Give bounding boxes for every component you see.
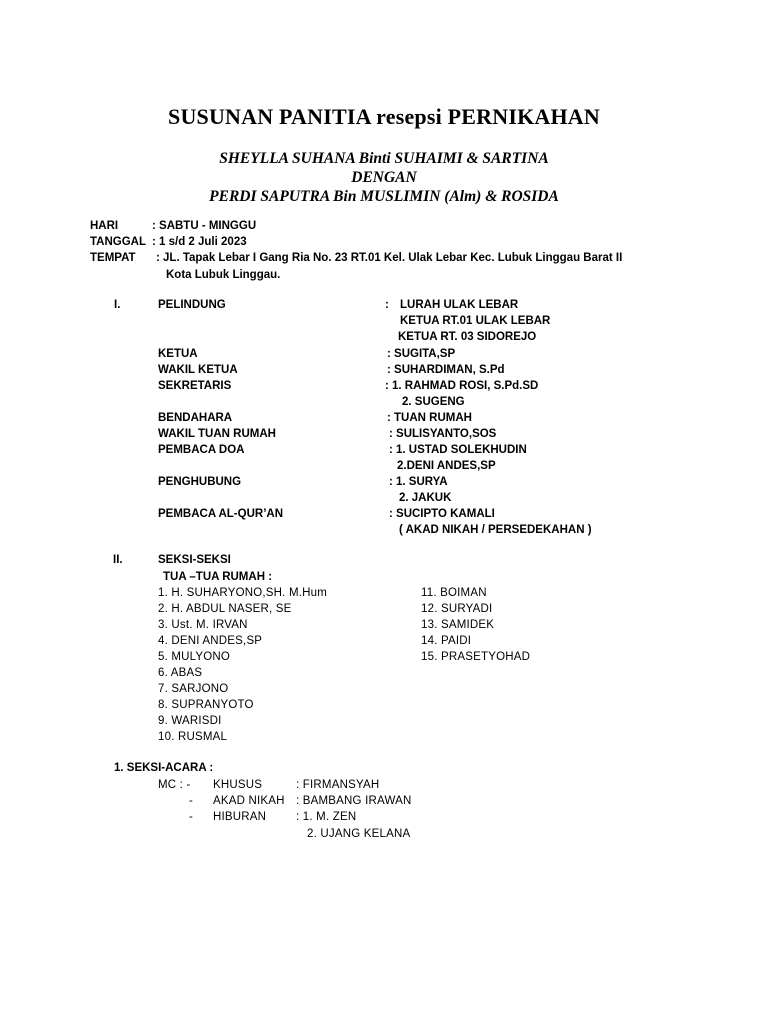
date-value: : 1 s/d 2 Juli 2023 (152, 236, 247, 248)
day-label: HARI (90, 220, 119, 232)
hiburan-dash: - (189, 811, 194, 823)
place-value-2: Kota Lubuk Linggau. (166, 269, 281, 281)
hiburan-value-1: : 1. M. ZEN (296, 811, 357, 823)
ketua-value: : SUGITA,SP (387, 348, 456, 360)
pembaca-quran-label: PEMBACA AL-QUR’AN (158, 508, 284, 520)
list-item: 7. SARJONO (158, 683, 229, 695)
penghubung-value-2: 2. JAKUK (399, 492, 452, 504)
akad-value: : BAMBANG IRAWAN (296, 795, 412, 807)
bendahara-value: : TUAN RUMAH (387, 412, 472, 424)
mc-prefix: MC : - (158, 779, 191, 791)
hiburan-value-2: 2. UJANG KELANA (307, 828, 411, 840)
list-item: 9. WARISDI (158, 715, 222, 727)
akad-dash: - (189, 795, 194, 807)
section-1-numeral: I. (114, 299, 121, 311)
section-2-heading: SEKSI-SEKSI (158, 554, 231, 566)
place-label: TEMPAT (90, 252, 136, 264)
wakil-tuan-rumah-value: : SULISYANTO,SOS (389, 428, 497, 440)
list-item: 15. PRASETYOHAD (421, 651, 531, 663)
pembaca-doa-value-2: 2.DENI ANDES,SP (397, 460, 496, 472)
pembaca-quran-value-1: : SUCIPTO KAMALI (389, 508, 495, 520)
pelindung-2: KETUA RT.01 ULAK LEBAR (400, 315, 551, 327)
list-item: 2. H. ABDUL NASER, SE (158, 603, 292, 615)
dengan-line: DENGAN (351, 169, 417, 186)
section-2-numeral: II. (113, 554, 123, 566)
pelindung-label: PELINDUNG (158, 299, 226, 311)
pembaca-doa-value-1: : 1. USTAD SOLEKHUDIN (389, 444, 527, 456)
ketua-label: KETUA (158, 348, 198, 360)
pembaca-quran-value-2: ( AKAD NIKAH / PERSEDEKAHAN ) (399, 524, 592, 536)
list-item: 5. MULYONO (158, 651, 231, 663)
list-item: 3. Ust. M. IRVAN (158, 619, 248, 631)
bendahara-label: BENDAHARA (158, 412, 233, 424)
khusus-value: : FIRMANSYAH (296, 779, 380, 791)
section-2-subheading: TUA –TUA RUMAH : (163, 571, 273, 583)
pelindung-colon: : (385, 299, 389, 311)
hiburan-label: HIBURAN (213, 811, 267, 823)
pelindung-1: LURAH ULAK LEBAR (400, 299, 519, 311)
list-item: 12. SURYADI (421, 603, 493, 615)
sekretaris-label: SEKRETARIS (158, 380, 232, 392)
penghubung-value-1: : 1. SURYA (389, 476, 448, 488)
list-item: 14. PAIDI (421, 635, 472, 647)
place-value-1: : JL. Tapak Lebar I Gang Ria No. 23 RT.01 Kel. Ulak Lebar Kec. Lubuk Linggau Barat II (156, 252, 623, 264)
penghubung-label: PENGHUBUNG (158, 476, 242, 488)
wakil-ketua-value: : SUHARDIMAN, S.Pd (387, 364, 505, 376)
list-item: 11. BOIMAN (421, 587, 487, 599)
wakil-tuan-rumah-label: WAKIL TUAN RUMAH (158, 428, 276, 440)
list-item: 4. DENI ANDES,SP (158, 635, 263, 647)
seksi-acara-heading: 1. SEKSI-ACARA : (114, 762, 214, 774)
pelindung-3: KETUA RT. 03 SIDOREJO (398, 331, 537, 343)
list-item: 1. H. SUHARYONO,SH. M.Hum (158, 587, 328, 599)
day-value: : SABTU - MINGGU (152, 220, 257, 232)
document-title: SUSUNAN PANITIA resepsi PERNIKAHAN (168, 104, 600, 129)
list-item: 13. SAMIDEK (421, 619, 495, 631)
sekretaris-value-2: 2. SUGENG (402, 396, 465, 408)
groom-line: PERDI SAPUTRA Bin MUSLIMIN (Alm) & ROSIDA (209, 188, 559, 205)
wakil-ketua-label: WAKIL KETUA (158, 364, 238, 376)
khusus-label: KHUSUS (213, 779, 263, 791)
list-item: 6. ABAS (158, 667, 203, 679)
akad-label: AKAD NIKAH (213, 795, 285, 807)
sekretaris-value-1: : 1. RAHMAD ROSI, S.Pd.SD (385, 380, 539, 392)
list-item: 8. SUPRANYOTO (158, 699, 254, 711)
bride-line: SHEYLLA SUHANA Binti SUHAIMI & SARTINA (219, 150, 549, 167)
list-item: 10. RUSMAL (158, 731, 228, 743)
pembaca-doa-label: PEMBACA DOA (158, 444, 245, 456)
date-label: TANGGAL (90, 236, 147, 248)
